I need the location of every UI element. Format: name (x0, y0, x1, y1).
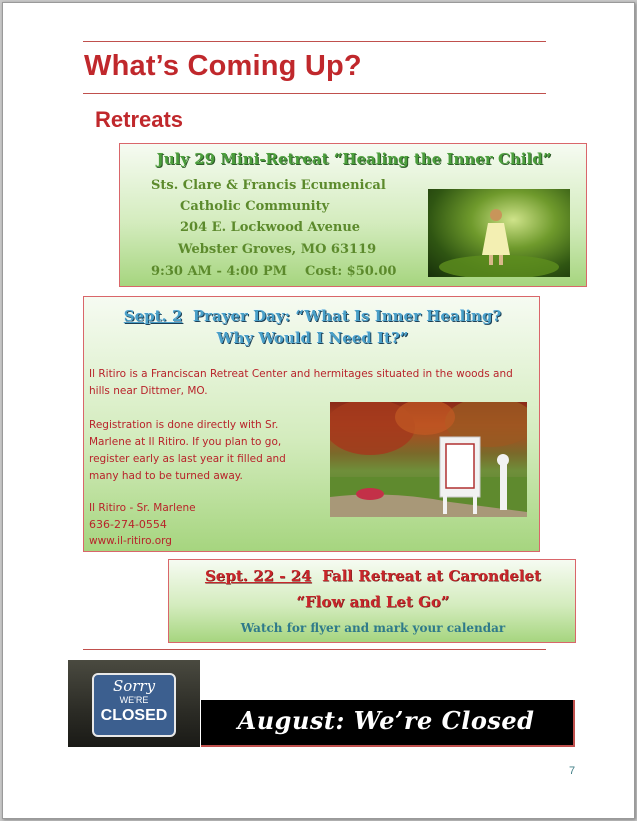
closed-sign-sorry: Sorry (112, 677, 156, 695)
event2-date: Sept. 2 (123, 307, 183, 325)
event3-headline-line1 (169, 567, 577, 585)
event2-registration-line1: Registration is done directly with Sr. (89, 419, 279, 431)
document-page (2, 2, 635, 819)
august-closed-banner-text: August: We’re Closed (237, 706, 535, 735)
closed-sign-photo (68, 660, 200, 747)
event1-cost: Cost: $50.00 (305, 264, 397, 279)
event2-description: Il Ritiro is a Franciscan Retreat Center and hermitages situated in the woods and hills near Dittmer, MO. (89, 368, 513, 397)
top-rule (83, 41, 546, 42)
il-ritiro-sign-photo (330, 402, 527, 517)
event1-venue-line1: Sts. Clare & Francis Ecumenical (151, 178, 386, 193)
event2-website[interactable]: www.il-ritiro.org (89, 535, 172, 547)
retreat-sign-graphic (330, 402, 527, 517)
closed-sign-board (92, 673, 176, 737)
event-box-fall-retreat (168, 559, 576, 643)
event2-phone: 636-274-0554 (89, 518, 167, 531)
event2-registration-line3: register early as last year it filled and (89, 453, 286, 465)
event1-city: Webster Groves, MO 63119 (178, 242, 377, 257)
page-number: 7 (569, 765, 576, 777)
bottom-rule (83, 649, 546, 650)
event3-date: Sept. 22 - 24 (204, 567, 312, 585)
title-rule (83, 93, 546, 94)
event2-registration-line4: many had to be turned away. (89, 470, 243, 482)
event1-time: 9:30 AM - 4:00 PM (151, 264, 288, 279)
event3-title: Fall Retreat at Carondelet (322, 567, 542, 585)
section-heading-retreats: Retreats (95, 107, 184, 132)
event3-note: Watch for flyer and mark your calendar (240, 621, 506, 635)
august-closed-banner (201, 700, 575, 747)
event1-headline: July 29 Mini-Retreat “Healing the Inner Child” (156, 150, 552, 168)
event1-venue-line2: Catholic Community (180, 199, 330, 214)
event2-title: Prayer Day: “What Is Inner Healing? (192, 307, 502, 325)
event2-headline-line1 (84, 307, 541, 325)
child-in-garden-photo (428, 189, 570, 277)
event2-contact-name: Il Ritiro - Sr. Marlene (89, 502, 196, 514)
closed-sign-were: WE'RE (119, 695, 149, 705)
event-box-prayer-day (83, 296, 540, 552)
event1-street: 204 E. Lockwood Avenue (180, 220, 361, 235)
event3-headline-line2: “Flow and Let Go” (296, 593, 450, 611)
child-figure-graphic (428, 189, 570, 277)
closed-sign-closed: CLOSED (100, 707, 168, 724)
event-box-mini-retreat (119, 143, 587, 287)
event2-registration-line2: Marlene at Il Ritiro. If you plan to go, (89, 436, 282, 448)
event2-headline-line2: Why Would I Need It?” (216, 329, 409, 347)
page-title: What’s Coming Up? (84, 50, 362, 82)
